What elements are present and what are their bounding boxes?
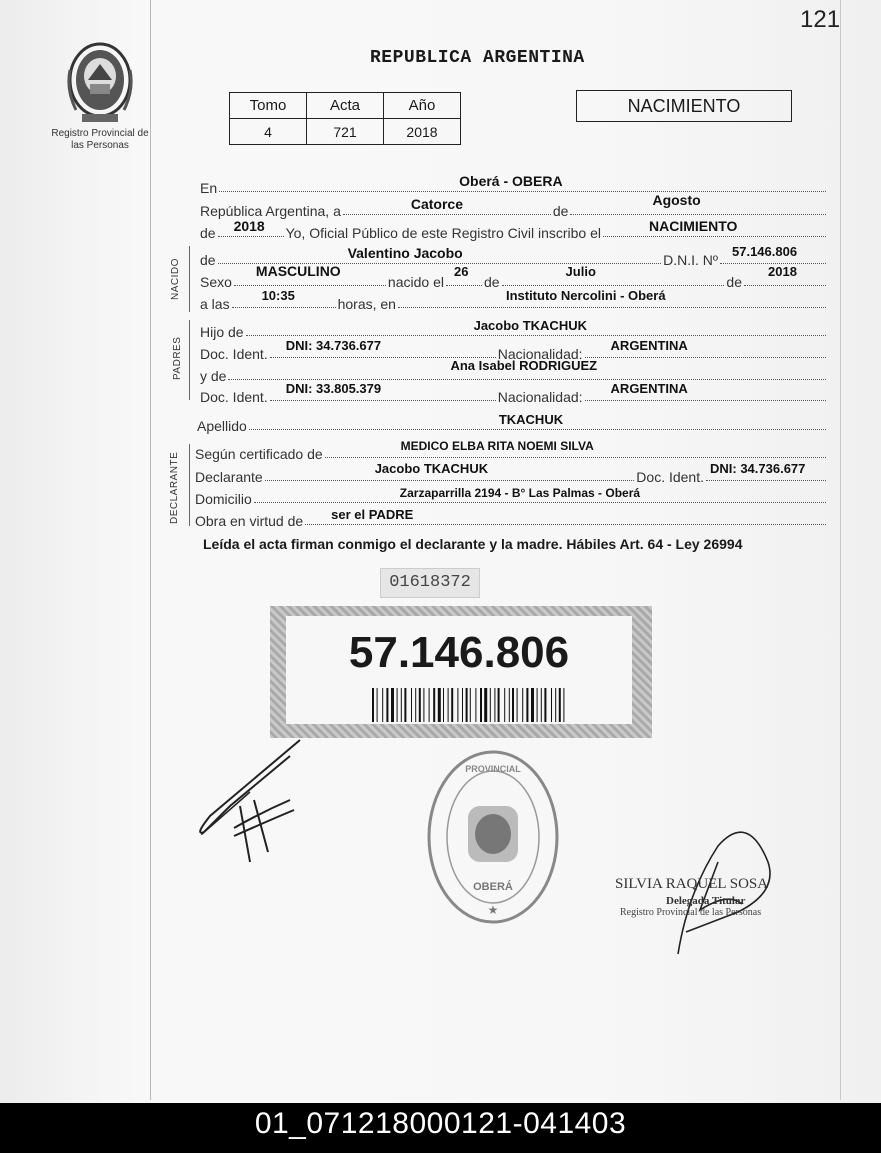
barcode-bar (429, 688, 430, 722)
label-nacionalidad-2: Nacionalidad: (497, 389, 583, 405)
barcode-bar (443, 688, 444, 722)
value-declarante: Jacobo TKACHUK (374, 461, 489, 476)
dotted-line (502, 264, 725, 286)
value-acto: NACIMIENTO (648, 218, 738, 234)
barcode-bar (448, 688, 449, 722)
value-madre-nac: ARGENTINA (610, 381, 688, 396)
svg-text:OBERÁ: OBERÁ (473, 881, 513, 893)
section-rule-declarante (189, 444, 190, 526)
barcode-bar (484, 688, 487, 722)
dotted-line (305, 507, 826, 525)
svg-text:★: ★ (487, 903, 499, 917)
barcode-bar (372, 688, 374, 722)
line-obra-virtud (195, 509, 828, 529)
value-madre: Ana Isabel RODRIGUEZ (450, 358, 598, 373)
closing-text: Leída el acta firman conmigo el declarante y la madre. Hábiles Art. 64 - Ley 26994 (203, 536, 743, 552)
barcode-bar (498, 688, 500, 722)
dotted-line (585, 381, 826, 401)
label-de-5: de (726, 274, 742, 290)
dotted-line (570, 192, 826, 215)
label-republica: República Argentina, a (200, 203, 341, 219)
section-rule-nacido (189, 246, 190, 312)
header-tomo: Tomo (230, 93, 307, 119)
label-doc-ident-3: Doc. Ident. (636, 469, 704, 485)
line-sexo (200, 263, 828, 290)
line-hijo-de (200, 320, 828, 340)
label-hijo-de: Hijo de (200, 324, 244, 340)
dotted-line (254, 486, 826, 503)
line-republica (200, 192, 828, 219)
barcode-bar (526, 688, 528, 722)
dotted-line (325, 439, 826, 458)
record-table-value-row (230, 119, 461, 145)
dotted-line (446, 264, 482, 286)
line-yo-oficial (200, 218, 828, 241)
dotted-line (744, 264, 826, 286)
value-anio-nac: 2018 (768, 264, 797, 279)
value-sexo: MASCULINO (255, 263, 341, 279)
value-certificado: MEDICO ELBA RITA NOEMI SILVA (400, 439, 594, 453)
label-doc-ident-2: Doc. Ident. (200, 389, 268, 405)
value-declarante-doc: DNI: 34.736.677 (710, 461, 806, 476)
dotted-line (249, 412, 826, 430)
barcode-bar (391, 688, 394, 722)
dotted-line (398, 288, 826, 308)
label-yo-oficial: Yo, Oficial Público de este Registro Civil inscribo el (285, 225, 601, 241)
header-anio: Año (384, 93, 461, 119)
provincial-emblem-icon (66, 40, 134, 128)
registry-caption: Registro Provincial de las Personas (51, 128, 149, 151)
label-de: de (552, 203, 569, 219)
barcode-bar (415, 688, 416, 722)
dotted-line (343, 196, 551, 215)
barcode-bar (438, 688, 441, 722)
barcode-bar (411, 688, 412, 722)
barcode-bar (512, 688, 514, 722)
line-declarante (195, 461, 828, 485)
value-acta: 721 (307, 119, 384, 145)
barcode-bar (551, 688, 552, 722)
barcode-bar (544, 688, 546, 722)
value-tomo: 4 (230, 119, 307, 145)
line-domicilio (195, 487, 828, 507)
sticker-number: 57.146.806 (348, 628, 570, 677)
value-hora: 10:35 (261, 288, 295, 303)
barcode-icon (372, 688, 568, 722)
value-domicilio: Zarzaparrilla 2194 - B° Las Palmas - Oberá (399, 486, 641, 500)
label-nacido-el: nacido el (387, 274, 444, 290)
left-margin-rule (150, 0, 151, 1100)
barcode-bar (457, 688, 458, 722)
value-madre-doc: DNI: 33.805.379 (285, 381, 382, 396)
label-dni-no: D.N.I. Nº (663, 252, 718, 268)
barcode-bar (490, 688, 491, 722)
page-number: 121 (800, 6, 841, 33)
line-en (200, 173, 828, 196)
dotted-line (265, 461, 635, 481)
label-y-de: y de (200, 368, 227, 384)
barcode-bar (480, 688, 482, 722)
value-mes-nac: Julio (565, 264, 596, 279)
label-a-las: a las (200, 296, 230, 312)
barcode-bar (531, 688, 534, 722)
document-title: REPUBLICA ARGENTINA (370, 48, 585, 68)
barcode-bar (397, 688, 398, 722)
barcode-bar (563, 688, 564, 722)
label-segun-cert: Según certificado de (195, 446, 323, 462)
serial-number: 01618372 (380, 568, 480, 598)
barcode-bar (522, 688, 523, 722)
registry-seal-icon (424, 748, 562, 926)
value-dia-nac: 26 (453, 264, 469, 279)
label-obra-virtud: Obra en virtud de (195, 513, 304, 529)
label-nacionalidad: Nacionalidad: (497, 346, 583, 362)
label-doc-ident: Doc. Ident. (200, 346, 268, 362)
record-table-header-row (230, 93, 461, 119)
barcode-bar (494, 688, 495, 722)
section-rule-padres (189, 320, 190, 400)
barcode-bar (462, 688, 463, 722)
line-certificado (195, 439, 828, 462)
label-declarante: Declarante (195, 469, 263, 485)
footer-code: 01_071218000121-041403 (0, 1103, 881, 1153)
barcode-bar (509, 688, 510, 722)
value-padre: Jacobo TKACHUK (473, 318, 587, 333)
barcode-bar (382, 688, 383, 722)
dotted-line (585, 338, 826, 358)
act-type-box: NACIMIENTO (576, 90, 792, 122)
dotted-line (603, 218, 826, 237)
barcode-bar (559, 688, 561, 722)
declarant-signature-icon (190, 736, 320, 866)
value-dni: 57.146.806 (732, 244, 798, 259)
barcode-bar (377, 688, 378, 722)
dni-sticker (270, 606, 652, 738)
barcode-bar (423, 688, 424, 722)
barcode-bar (419, 688, 421, 722)
side-label-declarante: DECLARANTE (169, 451, 180, 524)
value-nombre: Valentino Jacobo (347, 245, 463, 261)
line-apellido (197, 414, 828, 434)
dotted-line (270, 381, 496, 401)
official-office: Registro Provincial de las Personas (620, 907, 762, 918)
dotted-line (234, 263, 386, 286)
line-hora (200, 288, 828, 312)
label-horas-en: horas, en (337, 296, 396, 312)
header-acta: Acta (307, 93, 384, 119)
value-anio: 2018 (384, 119, 461, 145)
sticker-body (286, 616, 632, 724)
value-anio: 2018 (233, 218, 265, 234)
label-apellido: Apellido (197, 418, 247, 434)
dotted-line (219, 173, 826, 192)
barcode-bar (433, 688, 435, 722)
label-en: En (200, 180, 218, 196)
label-de-4: de (483, 274, 500, 290)
label-domicilio: Domicilio (195, 491, 252, 507)
barcode-bar (466, 688, 468, 722)
value-lugar: Oberá - OBERA (459, 173, 563, 189)
side-label-padres: PADRES (172, 336, 183, 380)
barcode-bar (541, 688, 542, 722)
dotted-line (246, 318, 826, 336)
barcode-bar (517, 688, 518, 722)
dotted-line (228, 358, 826, 380)
barcode-bar (386, 688, 388, 722)
barcode-bar (537, 688, 538, 722)
barcode-bar (404, 688, 406, 722)
value-mes: Agosto (652, 192, 701, 208)
barcode-bar (504, 688, 505, 722)
side-label-nacido: NACIDO (170, 258, 181, 300)
dotted-line (218, 218, 284, 237)
barcode-bar (475, 688, 476, 722)
value-obra-virtud: ser el PADRE (331, 507, 414, 522)
line-madre-doc (200, 381, 828, 405)
official-name: SILVIA RAQUEL SOSA (615, 876, 769, 892)
barcode-bar (470, 688, 471, 722)
svg-text:PROVINCIAL: PROVINCIAL (465, 764, 521, 774)
value-dia-letras: Catorce (410, 196, 464, 212)
official-role: Delegada Titular (666, 895, 746, 907)
barcode-bar (555, 688, 556, 722)
label-de-2: de (200, 225, 216, 241)
value-padre-nac: ARGENTINA (610, 338, 688, 353)
right-margin-rule (840, 0, 841, 1100)
label-sexo: Sexo (200, 274, 232, 290)
value-apellido: TKACHUK (498, 412, 564, 427)
label-de-3: de (200, 252, 216, 268)
value-lugar-nac: Instituto Nercolini - Oberá (505, 288, 666, 303)
dotted-line (706, 461, 826, 481)
record-table (229, 92, 461, 145)
dotted-line (232, 288, 336, 308)
barcode-bar (451, 688, 453, 722)
barcode-bar (401, 688, 402, 722)
value-padre-doc: DNI: 34.736.677 (285, 338, 382, 353)
